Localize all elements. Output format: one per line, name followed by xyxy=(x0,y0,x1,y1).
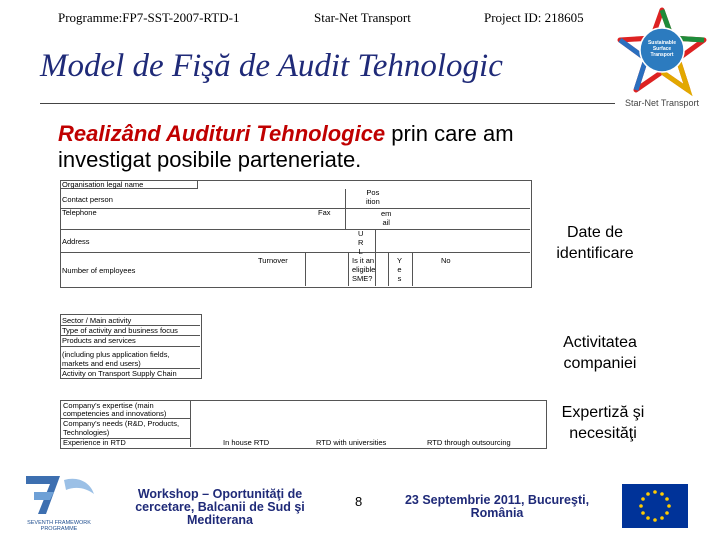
activity-row: markets and end users) xyxy=(62,359,141,368)
fp7-logo xyxy=(20,470,98,532)
expertise-row: Company's expertise (main xyxy=(63,401,154,410)
turnover-label: Turnover xyxy=(258,256,288,265)
activity-row: (including plus application fields, xyxy=(62,350,170,359)
page-number: 8 xyxy=(355,494,363,509)
logo-ring-text: Sustainable Surface Transport xyxy=(647,40,677,58)
activity-row: Products and services xyxy=(62,336,136,345)
expertise-row: Experience in RTD xyxy=(63,438,126,447)
project-name: Star-Net Transport xyxy=(314,10,411,25)
expertise-side-label: Expertiză şi necesităţi xyxy=(561,404,645,442)
contact-label: Contact person xyxy=(62,195,113,204)
subtitle-highlight: Realizând Audituri Tehnologice xyxy=(58,121,386,146)
telephone-label: Telephone xyxy=(62,208,97,217)
activity-side-label: Activitatea companiei xyxy=(563,334,637,372)
workshop-text: Workshop – Oportunităţi de cercetare, Balcanii de Sud şi Mediterana xyxy=(135,487,305,527)
employees-label: Number of employees xyxy=(62,266,136,275)
universities-rtd-label: RTD with universities xyxy=(316,438,387,447)
org-name-label: Organisation legal name xyxy=(62,180,144,189)
position-label: Pos ition xyxy=(366,188,380,206)
expertise-row: Company's needs (R&D, Products, xyxy=(63,419,180,428)
fp7-logo-icon xyxy=(20,470,98,518)
expertise-row: Technologies) xyxy=(63,428,110,437)
identification-side-label: Date de identificare xyxy=(556,224,634,262)
subtitle xyxy=(58,121,618,173)
email-label: em ail xyxy=(381,209,392,227)
activity-row: Sector / Main activity xyxy=(62,316,132,325)
fp7-logo-caption: SEVENTH FRAMEWORK PROGRAMME xyxy=(27,520,91,532)
star-net-logo xyxy=(612,4,712,110)
subtitle-rest: prin care am xyxy=(385,121,514,146)
url-label: U R L xyxy=(358,229,364,256)
eu-flag xyxy=(622,484,688,528)
page-title: Model de Fişă de Audit Tehnologic xyxy=(40,48,503,84)
subtitle-line2: investigat posibile parteneriate. xyxy=(58,147,362,172)
event-date: 23 Septembrie 2011, Bucureşti, România xyxy=(404,493,590,520)
logo-caption: Star-Net Transport xyxy=(624,98,700,108)
no-label: No xyxy=(441,256,451,265)
inhouse-rtd-label: In house RTD xyxy=(223,438,270,447)
sme-label: Is it an eligible SME? xyxy=(352,256,376,283)
outsourcing-rtd-label: RTD through outsourcing xyxy=(427,438,511,447)
expertise-row: competencies and innovations) xyxy=(63,409,167,418)
eu-stars-icon xyxy=(622,484,688,528)
title-divider xyxy=(40,103,615,104)
programme-label: Programme:FP7-SST-2007-RTD-1 xyxy=(58,10,240,25)
activity-row: Type of activity and business focus xyxy=(62,326,178,335)
address-label: Address xyxy=(62,237,90,246)
activity-row: Activity on Transport Supply Chain xyxy=(62,369,177,378)
fax-label: Fax xyxy=(318,208,331,217)
yes-label: Y e s xyxy=(397,256,403,283)
project-id: Project ID: 218605 xyxy=(484,10,584,25)
